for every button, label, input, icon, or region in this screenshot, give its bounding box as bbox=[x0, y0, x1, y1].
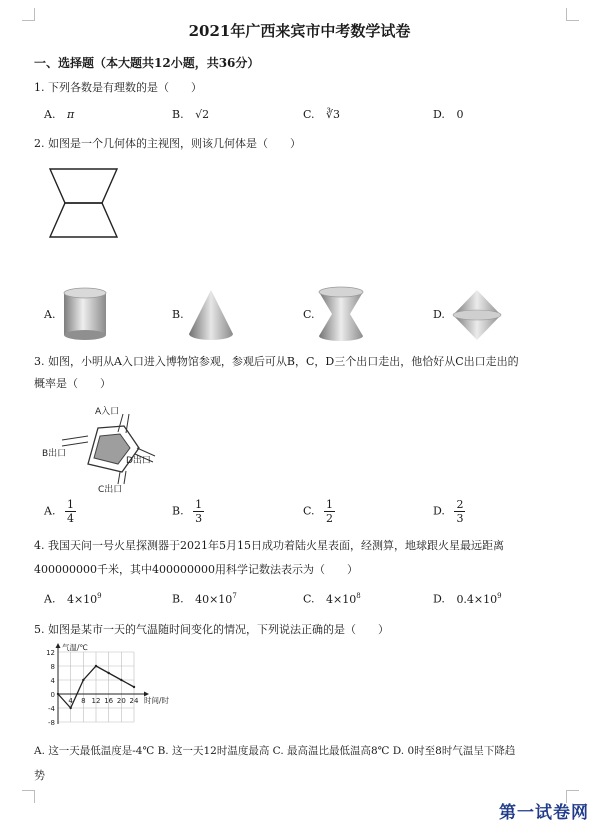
x-tick-label: 4 bbox=[68, 697, 73, 705]
q4-option-a[interactable]: A. $4\times 10^9$ bbox=[44, 592, 102, 606]
temperature-data-point bbox=[82, 679, 84, 681]
q5-options-line2: 势 bbox=[34, 769, 45, 782]
brand-watermark: 第一试卷网 bbox=[499, 803, 589, 823]
q1-option-d[interactable]: D. 0 bbox=[433, 108, 464, 121]
x-tick-label: 8 bbox=[81, 697, 86, 705]
temperature-data-point bbox=[107, 672, 109, 674]
entrance-a-label: A入口 bbox=[95, 407, 120, 417]
cylinder-icon[interactable] bbox=[60, 286, 110, 342]
temperature-data-point bbox=[120, 679, 122, 681]
exit-c-label: C出口 bbox=[98, 485, 123, 494]
y-tick-label: 8 bbox=[50, 663, 55, 671]
page-title: 2021年广西来宾市中考数学试卷 bbox=[188, 22, 411, 40]
front-view-top-trapezoid bbox=[50, 169, 117, 203]
q2-option-d-label[interactable]: D. bbox=[433, 308, 445, 321]
exit-d-label: D出口 bbox=[126, 456, 151, 466]
q4-option-b[interactable]: B. $40\times 10^7$ bbox=[172, 592, 237, 606]
q3-museum-figure bbox=[40, 400, 170, 494]
y-tick-label: 0 bbox=[50, 691, 55, 699]
x-tick-label: 16 bbox=[104, 697, 114, 705]
fraction: $\frac{1}{3}$ bbox=[195, 498, 203, 525]
q2-front-view-figure bbox=[44, 166, 124, 242]
q2-stem: 2. 如图是一个几何体的主视图，则该几何体是（ ） bbox=[34, 137, 301, 150]
q5-options-line: A. 这一天最低温度是-4℃ B. 这一天12时温度最高 C. 最高温比最低温高8℃ D. 0时至8时气温呈下降趋 bbox=[34, 745, 516, 757]
q3-option-c[interactable]: C. $\frac{1}{2}$ bbox=[303, 498, 334, 525]
x-axis-label: 时间/时 bbox=[144, 696, 170, 705]
crop-mark-bottom-left bbox=[22, 790, 35, 803]
q1-option-c[interactable]: C. ∛3 bbox=[303, 108, 341, 121]
hourglass-solid-icon[interactable] bbox=[316, 286, 366, 344]
y-tick-label: -4 bbox=[48, 705, 55, 713]
q4-option-d[interactable]: D. $0.4\times 10^9$ bbox=[433, 592, 502, 606]
q5-stem: 5. 如图是某市一天的气温随时间变化的情况，下列说法正确的是（ ） bbox=[34, 623, 389, 636]
x-tick-label: 20 bbox=[116, 697, 126, 705]
fraction: $\frac{1}{2}$ bbox=[326, 498, 334, 525]
temperature-data-point bbox=[133, 686, 135, 688]
q3-stem-line1: 3. 如图，小明从A入口进入博物馆参观，参观后可从B，C，D三个出口走出，他恰好从C出口走出的 bbox=[34, 355, 519, 368]
q2-option-b-label[interactable]: B. bbox=[172, 308, 184, 321]
q1-option-b[interactable]: B. √2 bbox=[172, 108, 210, 121]
q1-option-a[interactable]: A. π bbox=[44, 108, 75, 121]
y-tick-label: -8 bbox=[48, 719, 55, 727]
temperature-data-point bbox=[69, 707, 71, 709]
cone-icon[interactable] bbox=[186, 288, 236, 342]
q2-option-c-label[interactable]: C. bbox=[303, 308, 315, 321]
x-tick-label: 12 bbox=[91, 697, 101, 705]
double-cone-icon[interactable] bbox=[450, 288, 504, 342]
exit-b-label: B出口 bbox=[42, 449, 67, 459]
y-tick-label: 12 bbox=[46, 649, 55, 657]
fraction: $\frac{1}{4}$ bbox=[66, 498, 74, 525]
x-tick-label: 24 bbox=[129, 697, 139, 705]
q3-option-b[interactable]: B. $\frac{1}{3}$ bbox=[172, 498, 203, 525]
q3-option-a[interactable]: A. $\frac{1}{4}$ bbox=[44, 498, 74, 525]
temperature-data-point bbox=[95, 665, 97, 667]
q4-stem-line2: 400000000千米，其中400000000用科学记数法表示为（ ） bbox=[34, 563, 358, 576]
q4-option-c[interactable]: C. $4\times 10^8$ bbox=[303, 592, 361, 606]
q1-stem: 1. 下列各数是有理数的是（ ） bbox=[34, 81, 202, 94]
museum-inner-hall bbox=[94, 434, 130, 464]
q3-option-d[interactable]: D. $\frac{2}{3}$ bbox=[433, 498, 464, 525]
temperature-data-point bbox=[57, 693, 59, 695]
section-heading: 一、选择题（本大题共12小题，共36分） bbox=[34, 56, 260, 70]
y-tick-label: 4 bbox=[50, 677, 55, 685]
q3-stem-line2: 概率是（ ） bbox=[34, 377, 111, 390]
temperature-line-chart bbox=[34, 642, 194, 734]
fraction: $\frac{2}{3}$ bbox=[456, 498, 464, 525]
y-axis-label: 气温/℃ bbox=[62, 643, 88, 652]
front-view-bottom-trapezoid bbox=[50, 203, 117, 237]
y-axis-arrow bbox=[56, 643, 61, 648]
q4-stem-line1: 4. 我国天问一号火星探测器于2021年5月15日成功着陆火星表面，经测算，地球跟火星最远距离 bbox=[34, 539, 504, 552]
q2-option-a-label[interactable]: A. bbox=[44, 308, 56, 321]
